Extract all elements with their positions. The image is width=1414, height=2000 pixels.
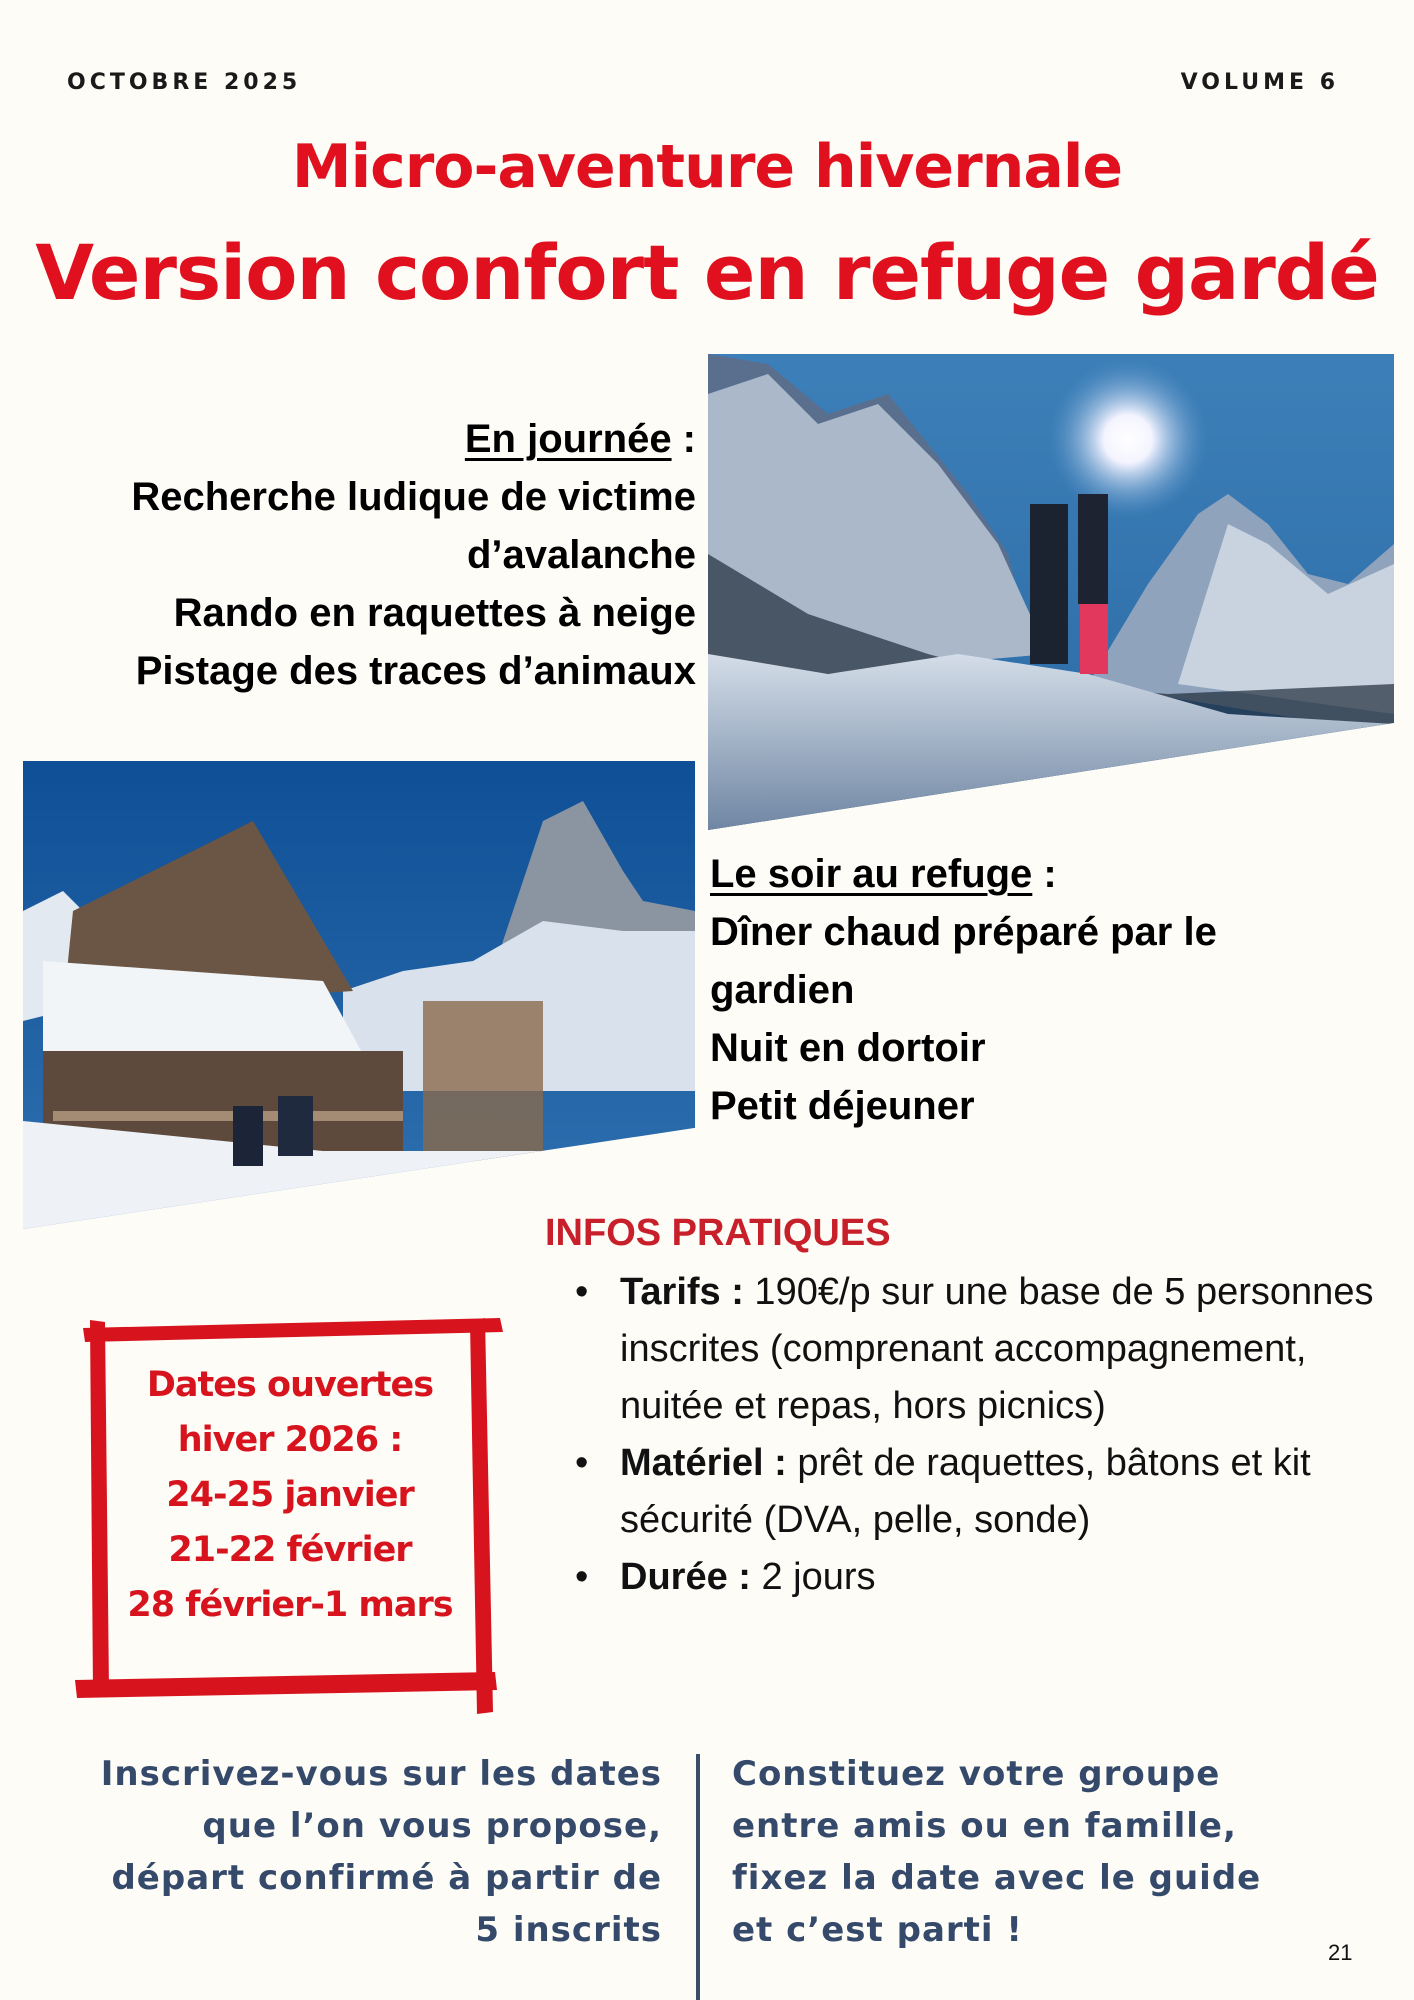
group-text: Constituez votre groupe entre amis ou en famille, fixez la date avec le guide et c’est parti ! bbox=[732, 1754, 1262, 1950]
dates-heading: Dates ouvertes bbox=[146, 1365, 434, 1405]
daytime-heading: En journée bbox=[464, 417, 672, 461]
page-number: 21 bbox=[1328, 1940, 1353, 1965]
infos-list bbox=[575, 1264, 1375, 1606]
info-item-tarifs bbox=[575, 1264, 1375, 1435]
refuge-photo bbox=[23, 761, 695, 1229]
bullet-icon: • bbox=[575, 1442, 589, 1484]
evening-item: Nuit en dortoir bbox=[710, 1026, 986, 1070]
evening-heading: Le soir au refuge bbox=[710, 852, 1033, 896]
daytime-activity: Rando en raquettes à neige bbox=[173, 591, 696, 635]
info-item-duree bbox=[575, 1549, 1375, 1606]
evening-heading-line: Le soir au refuge : bbox=[710, 852, 1057, 896]
date-option: 28 février-1 mars bbox=[127, 1585, 453, 1625]
evening-section bbox=[710, 845, 1350, 1135]
page-title: Micro-aventure hivernale bbox=[291, 132, 1123, 202]
info-text: 2 jours bbox=[750, 1556, 876, 1598]
info-text: 190€/p sur une base de 5 personnes inscrites (comprenant accompagnement, nuitée et repas, hors picnics) bbox=[620, 1271, 1374, 1427]
info-text: prêt de raquettes, bâtons et kit sécurité (DVA, pelle, sonde) bbox=[620, 1442, 1311, 1541]
date-option: 21-22 février bbox=[168, 1530, 412, 1570]
daytime-heading-line: En journée : bbox=[464, 417, 696, 461]
dates-heading: hiver 2026 : bbox=[177, 1420, 403, 1460]
issue-date: OCTOBRE 2025 bbox=[67, 70, 302, 95]
daytime-section bbox=[16, 410, 696, 700]
info-label: Durée : bbox=[620, 1556, 751, 1598]
info-label: Tarifs : bbox=[620, 1271, 744, 1313]
daytime-activity: Pistage des traces d’animaux bbox=[135, 649, 696, 693]
signup-text: Inscrivez-vous sur les dates que l’on vous propose, départ confirmé à partir de 5 inscrits bbox=[100, 1754, 662, 1950]
dates-box bbox=[90, 1358, 490, 1633]
daytime-activity: Recherche ludique de victime bbox=[131, 475, 696, 519]
issue-volume: VOLUME 6 bbox=[1180, 70, 1339, 95]
infos-title: INFOS PRATIQUES bbox=[545, 1212, 891, 1254]
evening-item: Dîner chaud préparé par le bbox=[710, 910, 1217, 954]
daytime-activity: d’avalanche bbox=[466, 533, 696, 577]
evening-item: gardien bbox=[710, 968, 855, 1012]
info-label: Matériel : bbox=[620, 1442, 787, 1484]
evening-item: Petit déjeuner bbox=[710, 1084, 975, 1128]
vertical-divider bbox=[696, 1754, 700, 2000]
summit-photo bbox=[708, 354, 1394, 830]
page-subtitle: Version confort en refuge gardé bbox=[35, 228, 1379, 317]
bullet-icon: • bbox=[575, 1556, 589, 1598]
info-item-materiel bbox=[575, 1435, 1375, 1549]
date-option: 24-25 janvier bbox=[166, 1475, 414, 1515]
bullet-icon: • bbox=[575, 1271, 589, 1313]
